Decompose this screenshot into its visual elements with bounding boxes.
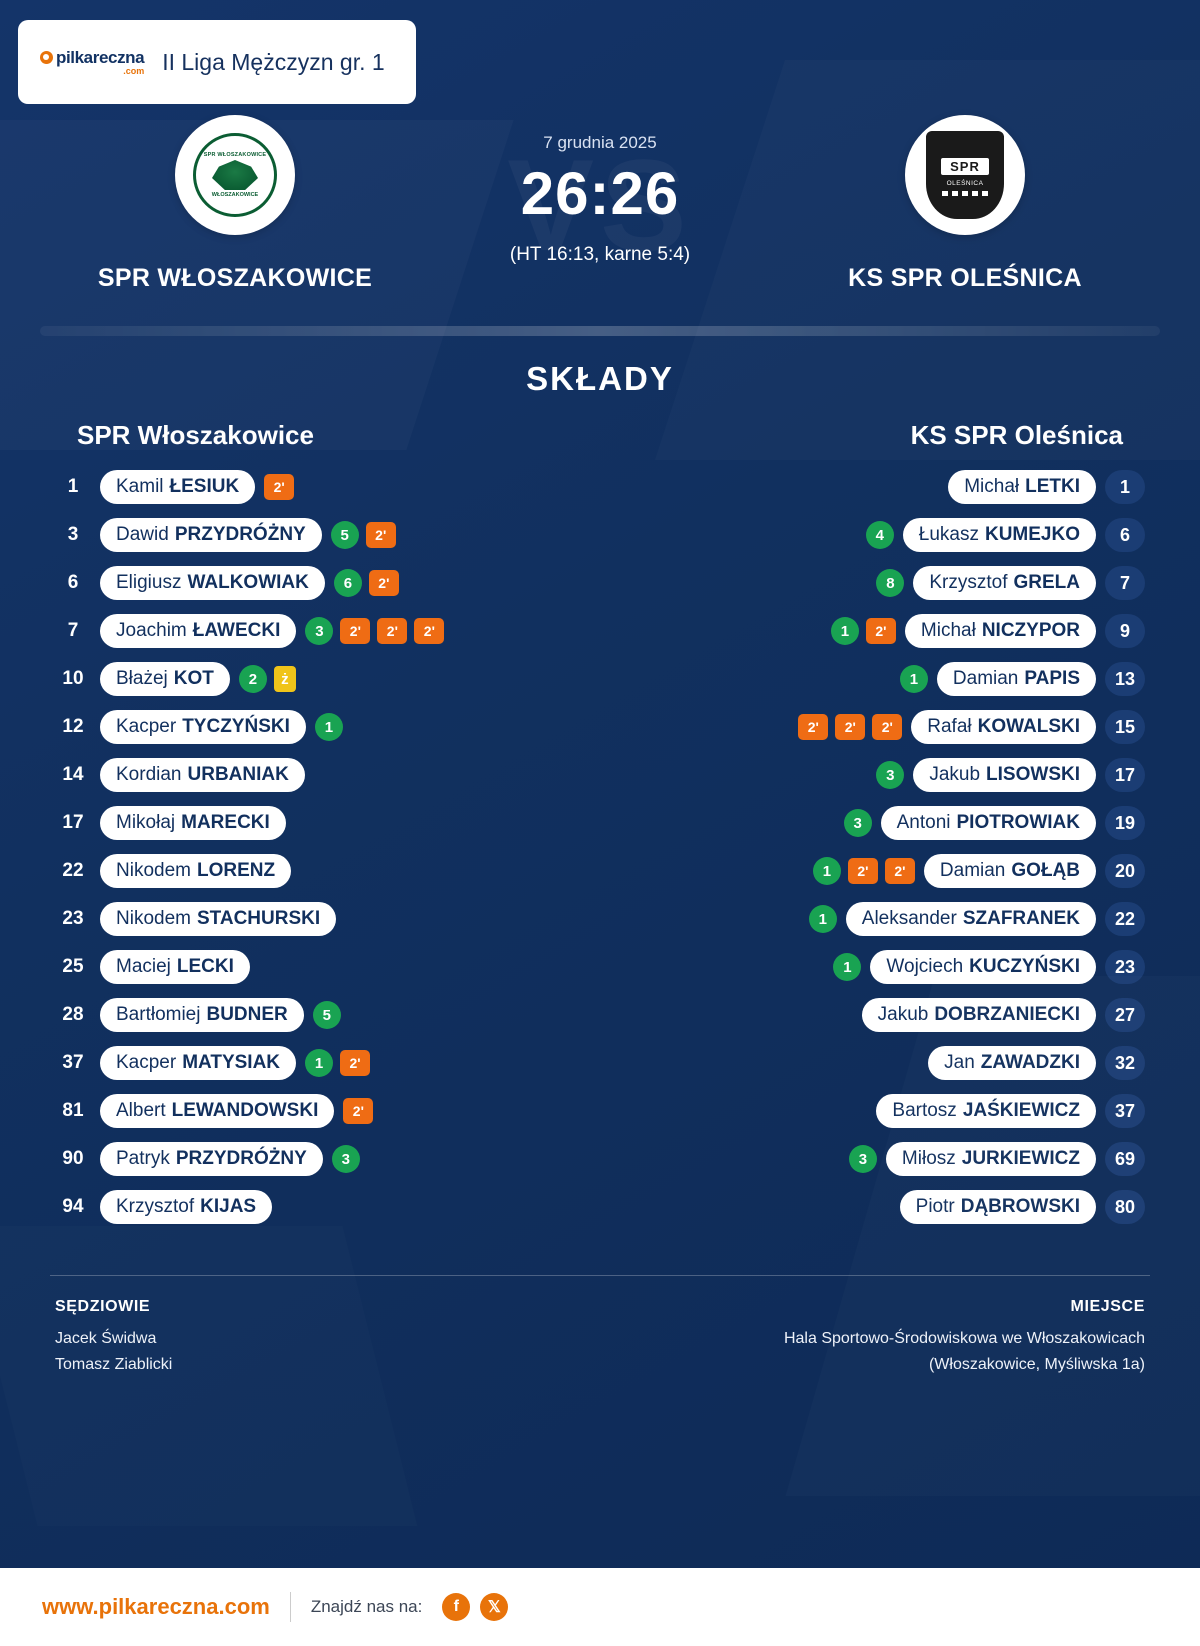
player-badges [876, 569, 904, 597]
player-badges [849, 1145, 877, 1173]
player-badges [866, 521, 894, 549]
suspension-badge: 2' [343, 1098, 373, 1124]
social-links [442, 1593, 508, 1621]
player-first-name: Kordian [116, 764, 182, 785]
player-last-name: LETKI [1025, 476, 1080, 497]
lineups-section-title: SKŁADY [526, 360, 674, 397]
player-row [55, 803, 600, 843]
player-first-name: Damian [939, 860, 1006, 881]
suspension-badge: 2' [835, 714, 865, 740]
player-last-name: ŁESIUK [169, 476, 240, 497]
player-name-pill[interactable] [913, 566, 1096, 600]
goal-count-badge: 1 [305, 1049, 333, 1077]
player-first-name: Kacper [116, 716, 177, 737]
goal-count-badge: 1 [833, 953, 861, 981]
player-last-name: KIJAS [200, 1196, 257, 1217]
score-block [400, 115, 800, 300]
player-row [600, 611, 1145, 651]
player-last-name: GRELA [1013, 572, 1080, 593]
player-last-name: JAŚKIEWICZ [962, 1100, 1080, 1121]
player-name-pill[interactable] [100, 470, 255, 504]
player-badges [876, 761, 904, 789]
player-last-name: BUDNER [206, 1004, 288, 1025]
bottom-bar [0, 1568, 1200, 1646]
goal-count-badge: 3 [844, 809, 872, 837]
player-name-pill[interactable] [100, 710, 306, 744]
player-row [55, 851, 600, 891]
player-last-name: NICZYPOR [981, 620, 1080, 641]
player-name-pill[interactable] [100, 1046, 296, 1080]
player-last-name: LECKI [176, 956, 234, 977]
player-name-pill[interactable] [100, 662, 230, 696]
player-name-pill[interactable] [100, 614, 296, 648]
player-number: 3 [67, 524, 79, 545]
player-last-name: WALKOWIAK [187, 572, 309, 593]
venue-label: MIEJSCE [1070, 1298, 1145, 1315]
league-name: II Liga Mężczyzn gr. 1 [162, 48, 385, 75]
goal-count-badge: 2 [239, 665, 267, 693]
player-number: 1 [1105, 470, 1145, 504]
goal-count-badge: 5 [331, 521, 359, 549]
player-first-name: Jan [944, 1052, 975, 1073]
player-name-pill[interactable] [905, 614, 1096, 648]
player-first-name: Patryk [116, 1148, 170, 1169]
player-number: 15 [1105, 710, 1145, 744]
player-row [600, 515, 1145, 555]
player-last-name: DĄBROWSKI [960, 1196, 1080, 1217]
player-name-pill[interactable] [100, 758, 305, 792]
away-team-name: KS SPR OLEŚNICA [848, 264, 1082, 292]
site-url-link[interactable]: www.pilkareczna.com [42, 1594, 270, 1619]
player-number: 14 [62, 764, 84, 785]
suspension-badge: 2' [340, 1050, 370, 1076]
player-first-name: Kacper [116, 1052, 177, 1073]
player-badges [334, 569, 399, 597]
away-team-crest [905, 115, 1025, 235]
player-first-name: Michał [920, 620, 976, 641]
player-name-pill[interactable] [911, 710, 1096, 744]
home-lineup-title: SPR Włoszakowice [77, 420, 314, 450]
player-last-name: KOT [173, 668, 214, 689]
player-last-name: KUMEJKO [984, 524, 1080, 545]
player-badges [813, 857, 915, 885]
player-number: 81 [62, 1100, 84, 1121]
referee-name: Tomasz Ziablicki [55, 1355, 173, 1373]
away-crest-sub: OLEŚNICA [946, 180, 984, 187]
player-number: 6 [67, 572, 79, 593]
goal-count-badge: 1 [315, 713, 343, 741]
bottom-bar-separator [290, 1592, 291, 1622]
player-number: 22 [62, 860, 84, 881]
player-row [55, 659, 600, 699]
player-badges [809, 905, 837, 933]
player-number: 9 [1105, 614, 1145, 648]
home-crest-top-text: SPR WŁOSZAKOWICE [203, 152, 267, 158]
decorative-shape-4 [0, 1226, 417, 1526]
player-number: 23 [62, 908, 84, 929]
player-number: 19 [1105, 806, 1145, 840]
player-name-pill[interactable] [100, 1190, 272, 1224]
player-first-name: Albert [116, 1100, 166, 1121]
suspension-badge: 2' [377, 618, 407, 644]
player-last-name: SZAFRANEK [962, 908, 1080, 929]
venue-name: Hala Sportowo-Środowiskowa we Włoszakowicach [783, 1330, 1145, 1347]
player-number: 37 [62, 1052, 84, 1073]
player-first-name: Dawid [116, 524, 169, 545]
find-us-label: Znajdź nas na: [310, 1597, 423, 1616]
goal-count-badge: 1 [809, 905, 837, 933]
player-first-name: Błażej [116, 668, 168, 689]
player-last-name: LISOWSKI [986, 764, 1080, 785]
away-lineup-title: KS SPR Oleśnica [910, 420, 1123, 450]
player-number: 90 [62, 1148, 84, 1169]
player-badges [305, 1049, 370, 1077]
player-last-name: PIOTROWIAK [956, 812, 1080, 833]
player-row [600, 755, 1145, 795]
player-name-pill[interactable] [937, 662, 1096, 696]
player-number: 32 [1105, 1046, 1145, 1080]
player-last-name: PRZYDRÓŻNY [175, 1148, 307, 1169]
player-row [55, 563, 600, 603]
player-row [55, 995, 600, 1035]
player-first-name: Miłosz [901, 1148, 956, 1169]
player-row [55, 611, 600, 651]
score-detail: (HT 16:13, karne 5:4) [509, 244, 691, 265]
player-first-name: Piotr [915, 1196, 955, 1217]
player-last-name: URBANIAK [187, 764, 289, 785]
player-last-name: TYCZYŃSKI [182, 716, 290, 737]
player-row [55, 1187, 600, 1227]
player-first-name: Wojciech [886, 956, 964, 977]
player-number: 12 [62, 716, 84, 737]
player-number: 22 [1105, 902, 1145, 936]
player-row [600, 659, 1145, 699]
yellow-card-badge: ż [274, 666, 296, 692]
player-first-name: Nikodem [116, 860, 191, 881]
home-crest-bottom-text: WŁOSZAKOWICE [211, 192, 259, 198]
away-team-block [800, 115, 1130, 300]
goal-count-badge: 1 [813, 857, 841, 885]
away-crest-label: SPR [941, 158, 989, 175]
player-last-name: PRZYDRÓŻNY [174, 524, 306, 545]
player-number: 17 [1105, 758, 1145, 792]
player-number: 7 [1105, 566, 1145, 600]
home-lineup [55, 420, 600, 1235]
player-first-name: Jakub [877, 1004, 929, 1025]
player-last-name: ZAWADZKI [980, 1052, 1080, 1073]
suspension-badge: 2' [264, 474, 294, 500]
player-first-name: Jakub [929, 764, 981, 785]
player-last-name: KUCZYŃSKI [969, 956, 1080, 977]
goal-count-badge: 3 [305, 617, 333, 645]
player-badges [831, 617, 896, 645]
x-twitter-icon[interactable]: 𝕏 [480, 1593, 508, 1621]
player-number: 69 [1105, 1142, 1145, 1176]
player-name-pill[interactable] [100, 998, 304, 1032]
suspension-badge: 2' [366, 522, 396, 548]
player-number: 7 [67, 620, 79, 641]
goal-count-badge: 8 [876, 569, 904, 597]
player-badges [900, 665, 928, 693]
player-first-name: Bartosz [892, 1100, 957, 1121]
player-name-pill[interactable] [100, 854, 291, 888]
player-number: 28 [62, 1004, 84, 1025]
player-badges [833, 953, 861, 981]
player-row [55, 947, 600, 987]
goal-count-badge: 6 [334, 569, 362, 597]
player-name-pill[interactable] [881, 806, 1096, 840]
player-row [55, 1043, 600, 1083]
suspension-badge: 2' [798, 714, 828, 740]
player-last-name: DOBRZANIECKI [934, 1004, 1080, 1025]
player-badges [305, 617, 444, 645]
player-last-name: KOWALSKI [977, 716, 1080, 737]
player-number: 20 [1105, 854, 1145, 888]
player-last-name: MATYSIAK [182, 1052, 281, 1073]
final-score: 26:26 [520, 160, 680, 227]
goal-count-badge: 4 [866, 521, 894, 549]
player-last-name: JURKIEWICZ [961, 1148, 1080, 1169]
player-badges [332, 1145, 360, 1173]
player-badges [798, 714, 902, 740]
player-number: 17 [62, 812, 84, 833]
player-row [55, 515, 600, 555]
player-first-name: Rafał [927, 716, 972, 737]
player-name-pill[interactable] [903, 518, 1096, 552]
venue-address: (Włoszakowice, Myśliwska 1a) [928, 1355, 1145, 1373]
match-date: 7 grudnia 2025 [543, 133, 657, 152]
suspension-badge: 2' [866, 618, 896, 644]
player-name-pill[interactable] [924, 854, 1096, 888]
player-badges [313, 1001, 341, 1029]
suspension-badge: 2' [885, 858, 915, 884]
player-number: 23 [1105, 950, 1145, 984]
player-last-name: MARECKI [181, 812, 270, 833]
home-team-crest [175, 115, 295, 235]
player-last-name: STACHURSKI [196, 908, 321, 929]
player-first-name: Kamil [116, 476, 164, 497]
player-first-name: Nikodem [116, 908, 191, 929]
home-crest-emblem-icon [193, 133, 277, 217]
player-row [600, 803, 1145, 843]
goal-count-badge: 3 [332, 1145, 360, 1173]
player-number: 25 [62, 956, 84, 977]
suspension-badge: 2' [848, 858, 878, 884]
player-number: 1 [67, 476, 79, 497]
player-first-name: Michał [964, 476, 1020, 497]
player-first-name: Mikołaj [116, 812, 176, 833]
player-row [55, 899, 600, 939]
goal-count-badge: 3 [876, 761, 904, 789]
player-last-name: GOŁĄB [1011, 860, 1080, 881]
facebook-icon[interactable]: f [442, 1593, 470, 1621]
player-name-pill[interactable] [100, 806, 286, 840]
player-first-name: Damian [952, 668, 1019, 689]
player-name-pill[interactable] [100, 950, 250, 984]
logo-domain-suffix: .com [123, 65, 145, 76]
goal-count-badge: 1 [900, 665, 928, 693]
player-last-name: LORENZ [196, 860, 276, 881]
player-name-pill[interactable] [100, 1142, 323, 1176]
player-first-name: Bartłomiej [116, 1004, 201, 1025]
player-number: 10 [62, 668, 84, 689]
player-number: 6 [1105, 518, 1145, 552]
goal-count-badge: 5 [313, 1001, 341, 1029]
player-row [55, 755, 600, 795]
player-name-pill[interactable] [948, 470, 1096, 504]
player-first-name: Joachim [116, 620, 187, 641]
player-first-name: Krzysztof [929, 572, 1008, 593]
player-name-pill[interactable] [913, 758, 1096, 792]
player-number: 27 [1105, 998, 1145, 1032]
player-badges [239, 665, 296, 693]
scoreboard [0, 0, 1200, 300]
player-number: 37 [1105, 1094, 1145, 1128]
player-row [600, 707, 1145, 747]
player-name-pill[interactable] [100, 566, 325, 600]
player-first-name: Eligiusz [116, 572, 182, 593]
player-row [600, 851, 1145, 891]
home-team-block [70, 115, 400, 300]
player-number: 94 [62, 1196, 84, 1217]
player-row [55, 1091, 600, 1131]
player-first-name: Aleksander [861, 908, 957, 929]
player-row [55, 1139, 600, 1179]
referee-name: Jacek Świdwa [55, 1330, 157, 1347]
player-badges [343, 1098, 373, 1124]
player-row [600, 467, 1145, 507]
logo-wordmark: pilkareczna [56, 47, 145, 67]
stripes-icon [942, 191, 988, 196]
player-first-name: Maciej [116, 956, 171, 977]
player-last-name: ŁAWECKI [192, 620, 281, 641]
player-first-name: Łukasz [918, 524, 979, 545]
player-badges [264, 474, 294, 500]
player-name-pill[interactable] [846, 902, 1096, 936]
player-last-name: LEWANDOWSKI [171, 1100, 319, 1121]
player-first-name: Antoni [896, 812, 951, 833]
player-first-name: Krzysztof [116, 1196, 195, 1217]
player-number: 80 [1105, 1190, 1145, 1224]
player-number: 13 [1105, 662, 1145, 696]
goal-count-badge: 1 [831, 617, 859, 645]
player-badges [315, 713, 343, 741]
player-row [600, 563, 1145, 603]
suspension-badge: 2' [340, 618, 370, 644]
player-name-pill[interactable] [100, 902, 336, 936]
suspension-badge: 2' [872, 714, 902, 740]
player-last-name: PAPIS [1024, 668, 1080, 689]
player-name-pill[interactable] [100, 1094, 334, 1128]
player-badges [331, 521, 396, 549]
goal-count-badge: 3 [849, 1145, 877, 1173]
player-badges [844, 809, 872, 837]
home-player-list [55, 467, 600, 1227]
player-name-pill[interactable] [100, 518, 322, 552]
away-crest-emblem-icon [926, 131, 1004, 219]
home-team-name: SPR WŁOSZAKOWICE [97, 264, 373, 292]
player-row [55, 707, 600, 747]
referees-label: SĘDZIOWIE [55, 1298, 151, 1315]
suspension-badge: 2' [369, 570, 399, 596]
suspension-badge: 2' [414, 618, 444, 644]
player-row [600, 899, 1145, 939]
player-row [55, 467, 600, 507]
eagle-icon [212, 160, 258, 190]
